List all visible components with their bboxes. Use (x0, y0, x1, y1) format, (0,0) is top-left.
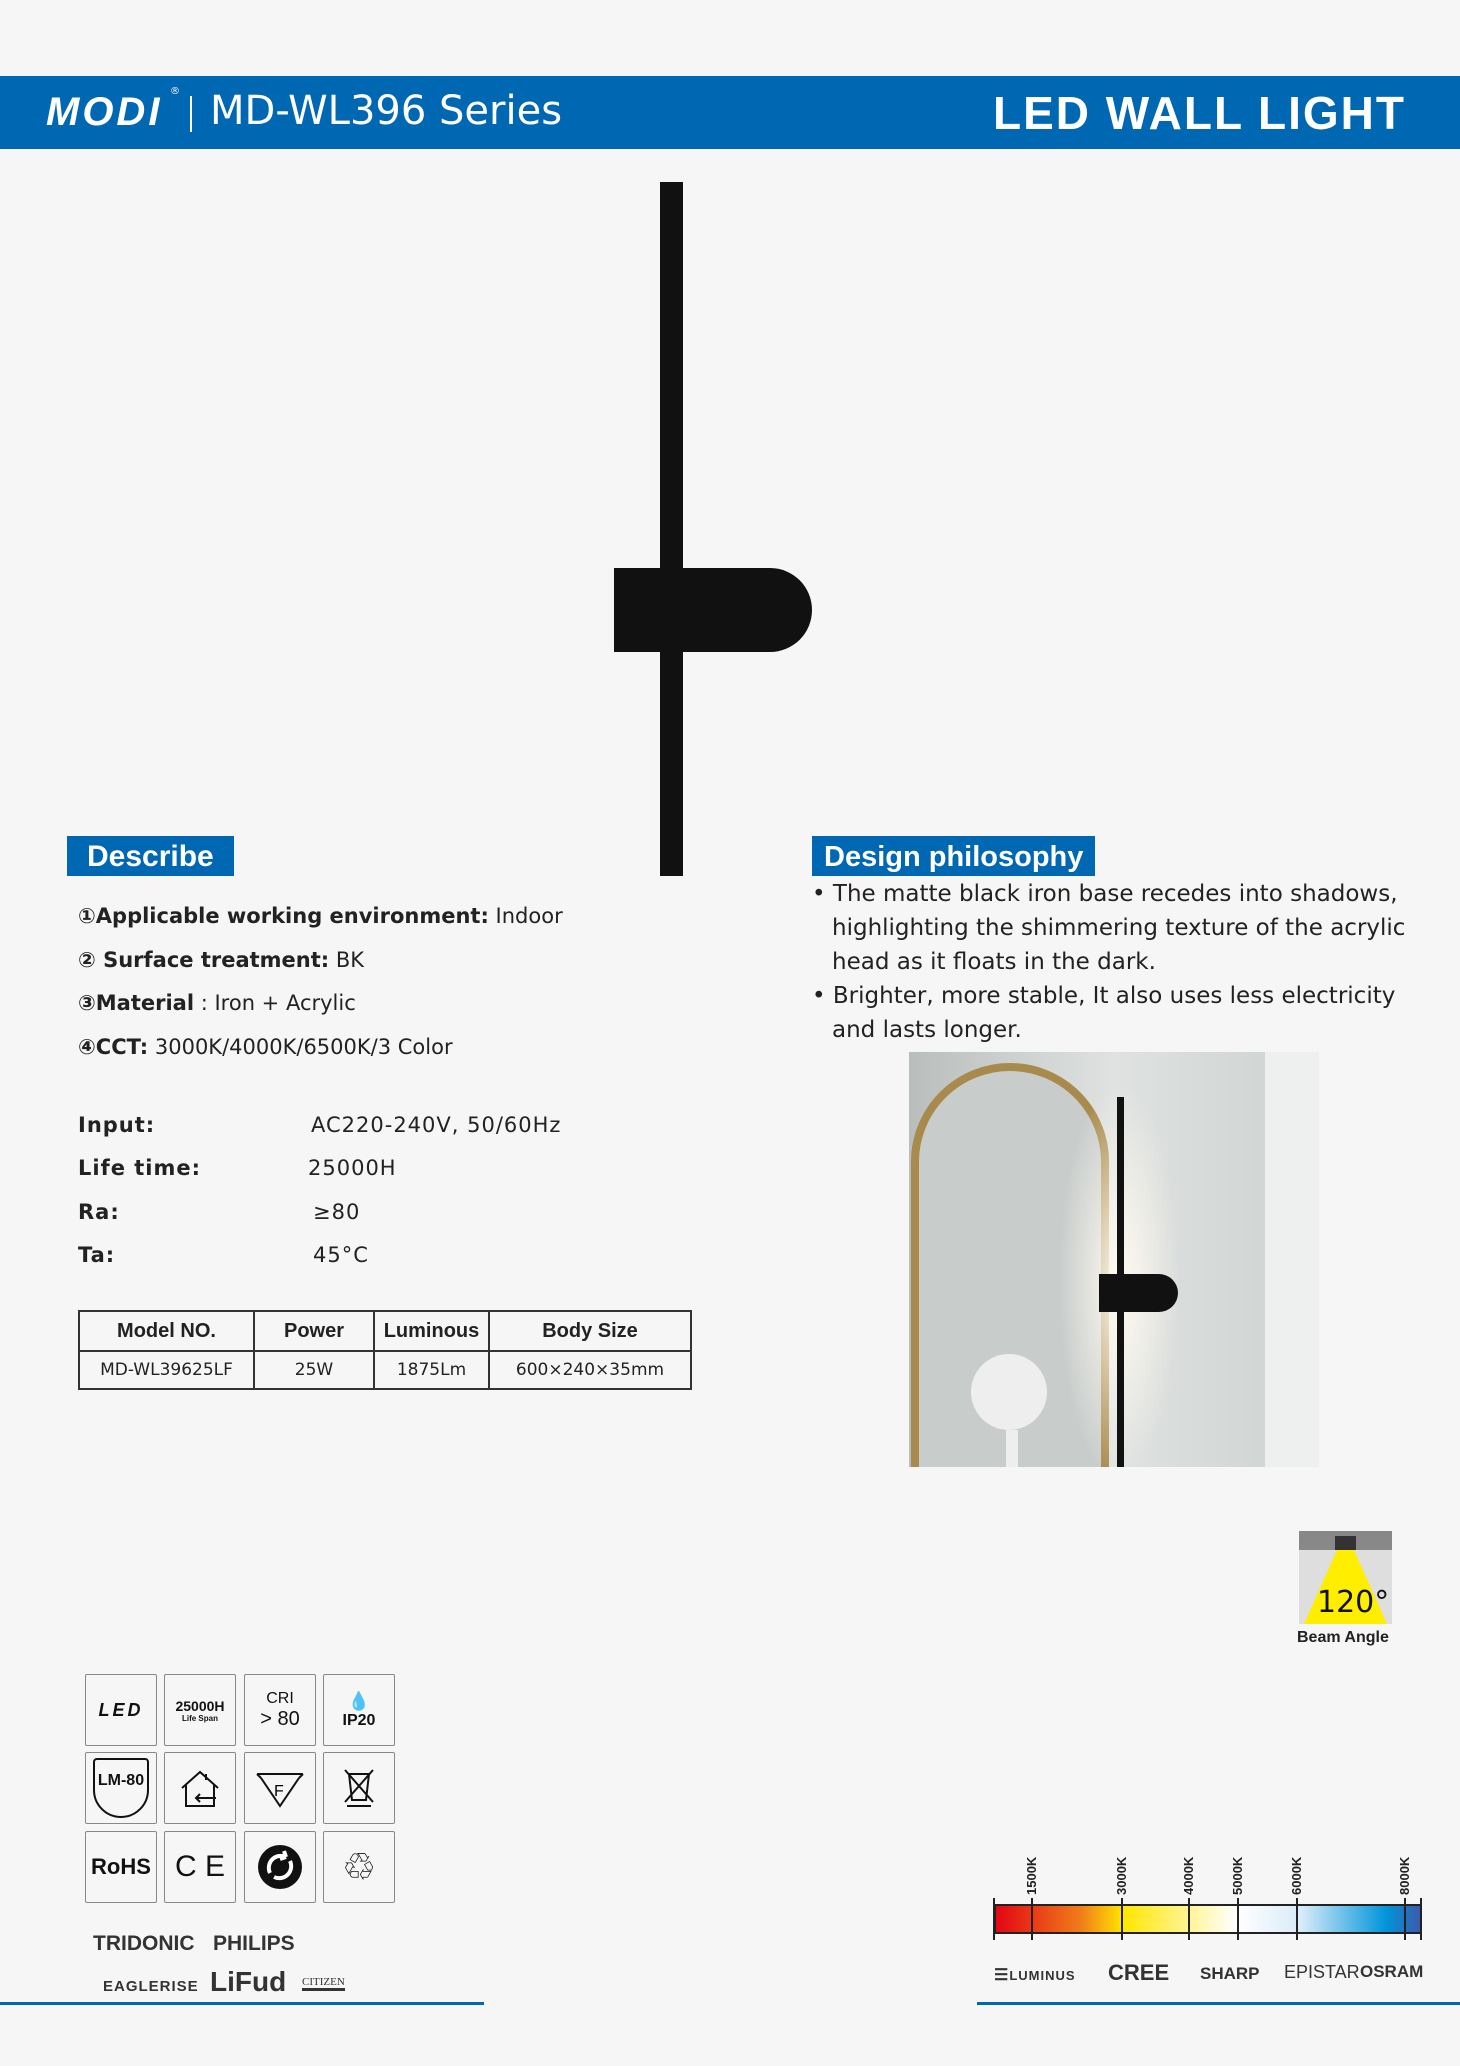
lifespan-icon: 25000H Life Span (164, 1674, 236, 1746)
spec-label: Input: (78, 1113, 156, 1137)
spec-value: 25000H (308, 1156, 397, 1180)
table-cell: 600×240×35mm (489, 1351, 691, 1389)
brand-tridonic: TRIDONIC (93, 1932, 195, 1955)
ip20-icon: 💧 IP20 (323, 1674, 395, 1746)
describe-item: ③Material : Iron + Acrylic (78, 991, 356, 1015)
table-cell: 1875Lm (374, 1351, 489, 1389)
cct-label: 6000K (1289, 1856, 1304, 1895)
brand-epistar: EPISTAR (1284, 1962, 1360, 1982)
cct-tick (1188, 1898, 1190, 1940)
table-header: Luminous (374, 1311, 489, 1351)
table-cell: 25W (254, 1351, 374, 1389)
recycle-icon: ♲ (323, 1831, 395, 1903)
describe-heading: Describe (67, 836, 234, 876)
series-title: MD-WL396 Series (210, 88, 563, 134)
cct-label: 5000K (1230, 1856, 1245, 1895)
spec-label: Ta: (78, 1243, 116, 1267)
table-cell: MD-WL39625LF (79, 1351, 254, 1389)
cct-tick (1296, 1898, 1298, 1940)
product-image (600, 175, 920, 885)
describe-item: ② Surface treatment: BK (78, 948, 365, 972)
design-bullet: • The matte black iron base recedes into shadows, highlighting the shimmering texture of the acrylic head as it floats in the dark. (812, 881, 1406, 975)
product-type: LED WALL LIGHT (992, 87, 1406, 139)
design-heading: Design philosophy (812, 836, 1095, 876)
lifestyle-photo (909, 1052, 1319, 1467)
ce-icon: C E (164, 1831, 236, 1903)
rohs-icon: RoHS (85, 1831, 157, 1903)
cct-tick (1404, 1898, 1406, 1940)
spec-value: 45°C (313, 1243, 369, 1267)
brand-eaglerise: EAGLERISE (103, 1978, 199, 1995)
cct-label: 1500K (1024, 1856, 1039, 1895)
cct-color-bar (994, 1904, 1422, 1934)
led-icon: LED (85, 1674, 157, 1746)
design-bullet: • Brighter, more stable, It also uses less electricity and lasts longer. (812, 983, 1396, 1043)
lm80-icon: LM-80 (85, 1752, 157, 1824)
table-header: Body Size (489, 1311, 691, 1351)
brand-cree: CREE (1108, 1960, 1170, 1985)
registered-mark: ® (170, 86, 180, 97)
beam-angle-label: Beam Angle (1297, 1629, 1389, 1646)
brand-philips: PHILIPS (213, 1932, 295, 1955)
cct-label: 8000K (1397, 1856, 1412, 1895)
cct-tick (1237, 1898, 1239, 1940)
describe-item: ①Applicable working environment: Indoor (78, 904, 563, 928)
f-mark-icon (244, 1752, 316, 1824)
spec-value: AC220-240V, 50/60Hz (311, 1113, 562, 1137)
brand-luminus: ☰LUMINUS (994, 1967, 1076, 1984)
spec-label: Ra: (78, 1200, 120, 1224)
table-header: Power (254, 1311, 374, 1351)
cct-tick (1031, 1898, 1033, 1940)
table-header-row (79, 1311, 691, 1351)
header-bar (0, 76, 1460, 149)
footer-line-right (977, 2002, 1460, 2005)
cct-label: 4000K (1181, 1856, 1196, 1895)
svg-text:F: F (274, 1783, 284, 1800)
describe-item: ④CCT: 3000K/4000K/6500K/3 Color (78, 1035, 453, 1059)
design-bullets (812, 877, 1412, 1047)
cri-icon: CRI > 80 (244, 1674, 316, 1746)
cct-label: 3000K (1114, 1856, 1129, 1895)
indoor-use-icon (164, 1752, 236, 1824)
cct-tick (993, 1898, 995, 1940)
brand-osram: OSRAM (1360, 1962, 1424, 1981)
weee-bin-icon (323, 1752, 395, 1824)
green-dot-icon (244, 1831, 316, 1903)
spec-label: Life time: (78, 1156, 202, 1180)
modi-logo: MODI (46, 90, 163, 134)
beam-angle-icon (1299, 1531, 1392, 1624)
cct-tick (1121, 1898, 1123, 1940)
brand-citizen: CITIZEN (302, 1976, 345, 1991)
table-row (79, 1351, 691, 1389)
spec-value: ≥80 (313, 1200, 361, 1224)
footer-line-left (0, 2002, 484, 2005)
beam-angle-value: 120° (1317, 1585, 1390, 1620)
table-header: Model NO. (79, 1311, 254, 1351)
brand-sharp: SHARP (1200, 1964, 1260, 1983)
brand-lifud: LiFud (210, 1966, 287, 1997)
spec-table (78, 1310, 692, 1390)
header-divider (190, 96, 192, 132)
cct-tick (1420, 1898, 1422, 1940)
